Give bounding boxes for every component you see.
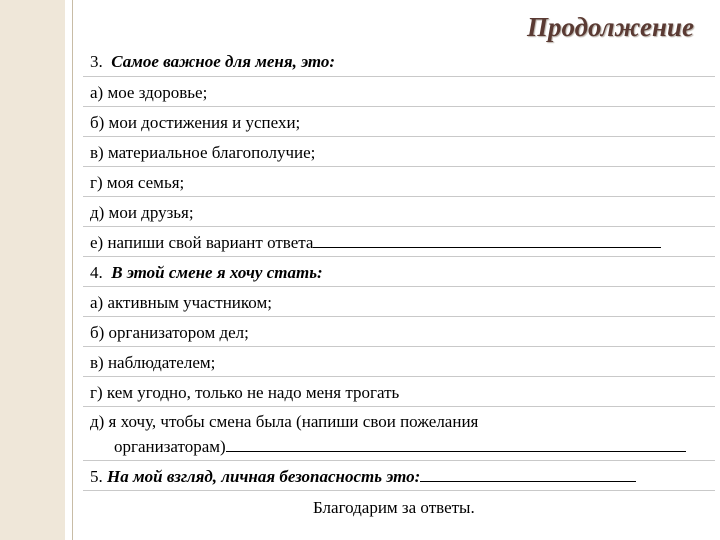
q4-option-b: б) организатором дел;: [90, 323, 249, 342]
q3-option-e: д) мои друзья;: [90, 203, 194, 222]
question-text: На мой взгляд, личная безопасность это:: [107, 467, 421, 486]
question-text: Самое важное для меня, это:: [111, 52, 336, 71]
q3-option-f: [90, 228, 661, 258]
question-4: [90, 258, 323, 288]
option-line-2: [90, 433, 686, 458]
q3-option-d: г) моя семья;: [90, 173, 185, 192]
question-5: [90, 462, 636, 492]
side-line: [72, 0, 73, 540]
question-number: 3.: [90, 52, 103, 71]
option-text: е) напиши свой вариант ответа: [90, 233, 314, 252]
q4-option-e: [90, 411, 686, 458]
answer-blank[interactable]: [226, 433, 686, 452]
option-line-1: д) я хочу, чтобы смена была (напиши свои пожелания: [90, 412, 479, 431]
answer-blank[interactable]: [313, 229, 661, 248]
q4-option-a: а) активным участником;: [90, 293, 272, 312]
divider: [83, 460, 715, 461]
q3-option-b: б) мои достижения и успехи;: [90, 113, 301, 132]
q4-option-c: в) наблюдателем;: [90, 353, 216, 372]
q4-option-d: г) кем угодно, только не надо меня трогать: [90, 383, 400, 402]
q3-option-a: а) мое здоровье;: [90, 83, 208, 102]
option-text: организаторам): [114, 437, 226, 456]
question-number: 4.: [90, 263, 103, 282]
question-number: 5.: [90, 467, 103, 486]
side-band: [0, 0, 65, 540]
question-text: В этой смене я хочу стать:: [111, 263, 323, 282]
question-3: [90, 47, 335, 77]
thanks-text: Благодарим за ответы.: [313, 498, 475, 517]
page-title: Продолжение: [526, 12, 694, 42]
q3-option-c: в) материальное благополучие;: [90, 143, 316, 162]
answer-blank[interactable]: [420, 463, 636, 482]
